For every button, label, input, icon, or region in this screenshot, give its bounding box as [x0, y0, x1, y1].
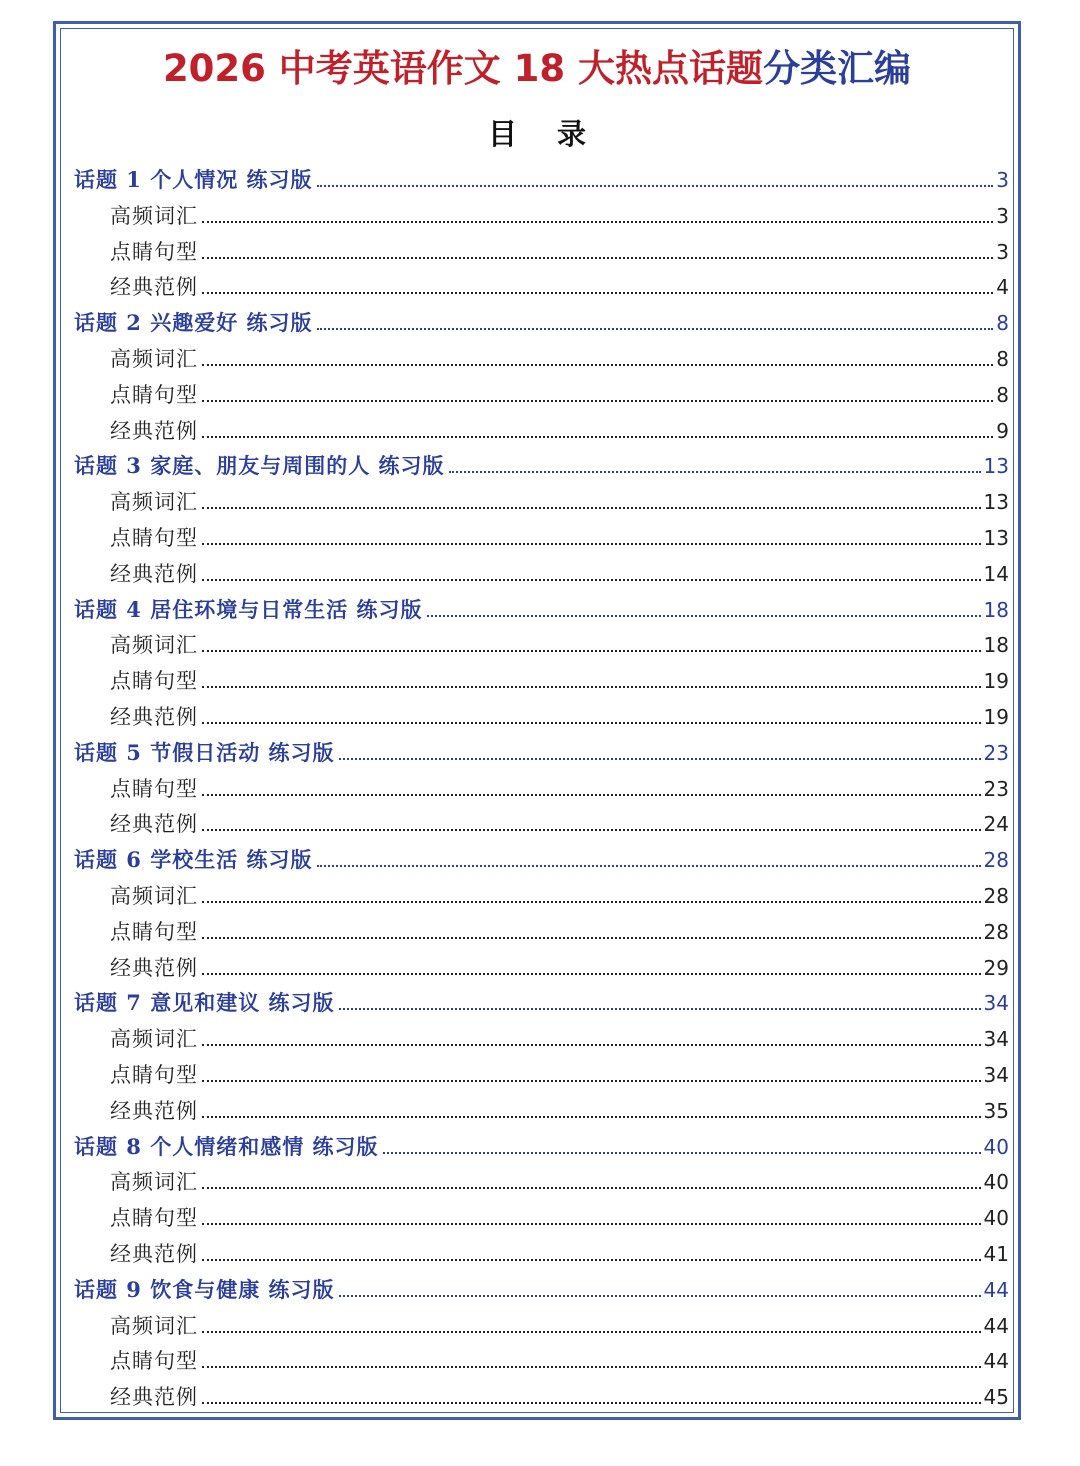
toc-subsection-entry[interactable]: [110, 556, 1009, 592]
toc-entry-label: 经典范例: [110, 1098, 198, 1123]
toc-subsection-entry[interactable]: [110, 950, 1009, 986]
toc-topic-entry[interactable]: [74, 1272, 1009, 1308]
dot-leader: [339, 1295, 981, 1297]
toc-subsection-entry[interactable]: [110, 1343, 1009, 1379]
toc-subsection-entry[interactable]: [110, 269, 1009, 305]
toc-subsection-entry[interactable]: [110, 878, 1009, 914]
toc-page-number: 9: [996, 418, 1009, 443]
toc-subsection-entry[interactable]: [110, 520, 1009, 556]
dot-leader: [202, 1331, 981, 1333]
toc-entry-label: 点睛句型: [110, 669, 198, 694]
toc-page-number: 3: [996, 203, 1009, 228]
toc-page-number: 29: [983, 955, 1009, 980]
dot-leader: [202, 436, 993, 438]
toc-entry-label: 话题 8 个人情绪和感情 练习版: [74, 1133, 379, 1159]
toc-entry-label: 高频词汇: [110, 1313, 198, 1338]
toc-entry-label: 话题 1 个人情况 练习版: [74, 167, 313, 192]
toc-page-number: 19: [983, 705, 1009, 729]
dot-leader: [449, 471, 981, 473]
toc-page-number: 34: [983, 1027, 1009, 1052]
toc-entry-label: 点睛句型: [110, 1349, 198, 1374]
toc-entry-label: 点睛句型: [110, 1063, 198, 1087]
toc-subsection-entry[interactable]: [110, 1200, 1009, 1236]
toc-subsection-entry[interactable]: [110, 413, 1009, 449]
toc-subsection-entry[interactable]: [110, 341, 1009, 377]
toc-topic-entry[interactable]: [74, 162, 1009, 198]
toc-page-number: 34: [983, 991, 1009, 1016]
toc-page-number: 19: [983, 669, 1009, 694]
toc-entry-label: 点睛句型: [110, 239, 198, 264]
toc-page-number: 28: [983, 848, 1009, 873]
toc-entry-label: 高频词汇: [110, 633, 198, 658]
toc-page-number: 3: [996, 239, 1009, 264]
toc-entry-label: 话题 6 学校生活 练习版: [74, 847, 313, 873]
toc-page-number: 23: [983, 740, 1009, 765]
toc-page-number: 18: [983, 633, 1009, 658]
toc-entry-label: 经典范例: [110, 1242, 198, 1266]
dot-leader: [317, 865, 981, 867]
toc-page-number: 44: [983, 1349, 1009, 1374]
toc-entry-label: 话题 4 居住环境与日常生活 练习版: [74, 596, 423, 622]
dot-leader: [202, 722, 981, 724]
dot-leader: [202, 292, 993, 294]
dot-leader: [317, 185, 994, 187]
toc-page-number: 44: [983, 1313, 1009, 1338]
dot-leader: [202, 1116, 981, 1118]
toc-subsection-entry[interactable]: [110, 1057, 1009, 1093]
dot-leader: [202, 507, 981, 509]
toc-entry-label: 点睛句型: [110, 382, 198, 407]
toc-entry-label: 经典范例: [110, 561, 198, 586]
dot-leader: [202, 1366, 981, 1368]
toc-topic-entry[interactable]: [74, 842, 1009, 878]
toc-entry-label: 话题 7 意见和建议 练习版: [74, 990, 335, 1016]
toc-entry-label: 经典范例: [110, 812, 198, 837]
dot-leader: [202, 1402, 981, 1404]
dot-leader: [202, 973, 981, 975]
toc-subsection-entry[interactable]: [110, 1236, 1009, 1272]
toc-subsection-entry[interactable]: [110, 1164, 1009, 1200]
toc-subsection-entry[interactable]: [110, 1379, 1009, 1415]
toc-entry-label: 高频词汇: [110, 1170, 198, 1195]
dot-leader: [202, 257, 993, 259]
dot-leader: [427, 615, 981, 617]
dot-leader: [202, 650, 981, 652]
toc-topic-entry[interactable]: [74, 735, 1009, 771]
toc-page-number: 13: [983, 490, 1009, 515]
toc-topic-entry[interactable]: [74, 448, 1009, 484]
toc-entry-label: 经典范例: [110, 705, 198, 729]
toc-page-number: 14: [983, 561, 1009, 586]
document-title: [60, 44, 1014, 94]
toc-entry-label: 点睛句型: [110, 919, 198, 944]
toc-entry-label: 高频词汇: [110, 490, 198, 515]
dot-leader: [202, 221, 993, 223]
toc-page-number: 28: [983, 884, 1009, 908]
toc-entry-label: 点睛句型: [110, 526, 198, 550]
toc-page-number: 4: [996, 275, 1009, 300]
toc-page-number: 34: [983, 1063, 1009, 1087]
toc-subsection-entry[interactable]: [110, 234, 1009, 270]
toc-page-number: 28: [983, 919, 1009, 944]
dot-leader: [202, 1223, 981, 1225]
dot-leader: [202, 901, 981, 903]
toc-entry-label: 话题 2 兴趣爱好 练习版: [74, 310, 313, 336]
toc-entry-label: 话题 5 节假日活动 练习版: [74, 739, 335, 765]
toc-subsection-entry[interactable]: [110, 1021, 1009, 1057]
toc-subsection-entry[interactable]: [110, 377, 1009, 413]
toc-entry-label: 经典范例: [110, 275, 198, 300]
dot-leader: [202, 400, 993, 402]
toc-page-number: 35: [983, 1098, 1009, 1123]
toc-page-number: 23: [983, 776, 1009, 801]
toc-topic-entry[interactable]: [74, 985, 1009, 1021]
toc-topic-entry[interactable]: [74, 305, 1009, 341]
dot-leader: [202, 364, 993, 366]
dot-leader: [202, 1187, 981, 1189]
toc-page-number: 40: [983, 1170, 1009, 1195]
toc-page-number: 13: [983, 454, 1009, 479]
toc-entry-label: 话题 9 饮食与健康 练习版: [74, 1276, 335, 1302]
toc-page-number: 3: [996, 168, 1009, 192]
toc-topic-entry[interactable]: [74, 592, 1009, 628]
dot-leader: [202, 937, 981, 939]
toc-page-number: 8: [996, 311, 1009, 336]
toc-topic-entry[interactable]: [74, 1129, 1009, 1165]
toc-page-number: 40: [983, 1134, 1009, 1159]
dot-leader: [202, 1044, 981, 1046]
toc-subsection-entry[interactable]: [110, 1093, 1009, 1129]
toc-entry-label: 经典范例: [110, 418, 198, 443]
toc-entry-label: 高频词汇: [110, 203, 198, 228]
toc-entry-label: 点睛句型: [110, 776, 198, 801]
toc-page-number: 13: [983, 526, 1009, 550]
toc-page-number: 41: [983, 1242, 1009, 1266]
toc-page-number: 18: [983, 597, 1009, 622]
dot-leader: [202, 829, 981, 831]
dot-leader: [317, 328, 994, 330]
title-part: 分类汇编: [763, 47, 912, 90]
dot-leader: [202, 686, 981, 688]
toc-entry-label: 高频词汇: [110, 1027, 198, 1052]
toc-page-number: 40: [983, 1206, 1009, 1231]
toc-subsection-entry[interactable]: [110, 1308, 1009, 1344]
title-part: 2026 中考英语作文 18 大热点话题: [162, 47, 764, 90]
dot-leader: [202, 794, 981, 796]
dot-leader: [202, 543, 981, 545]
toc-subsection-entry[interactable]: [110, 484, 1009, 520]
toc-page-number: 45: [983, 1385, 1009, 1410]
dot-leader: [202, 1259, 981, 1261]
toc-subsection-entry[interactable]: [110, 771, 1009, 807]
dot-leader: [202, 579, 981, 581]
toc-entry-label: 高频词汇: [110, 884, 198, 908]
toc-page-number: 8: [996, 347, 1009, 371]
dot-leader: [339, 758, 981, 760]
toc-subsection-entry[interactable]: [110, 663, 1009, 699]
toc-subsection-entry[interactable]: [110, 198, 1009, 234]
toc-page-number: 24: [983, 812, 1009, 837]
toc-entry-label: 点睛句型: [110, 1206, 198, 1231]
dot-leader: [339, 1008, 981, 1010]
toc-entry-label: 经典范例: [110, 1385, 198, 1410]
toc-entry-label: 经典范例: [110, 955, 198, 980]
toc-subsection-entry[interactable]: [110, 699, 1009, 735]
toc-page-number: 8: [996, 382, 1009, 407]
toc-entry-label: 话题 3 家庭、朋友与周围的人 练习版: [74, 453, 445, 479]
toc-page-number: 44: [983, 1277, 1009, 1302]
toc-subsection-entry[interactable]: [110, 806, 1009, 842]
toc-heading: 目录: [487, 117, 626, 151]
dot-leader: [383, 1152, 981, 1154]
toc-subsection-entry[interactable]: [110, 627, 1009, 663]
dot-leader: [202, 1080, 981, 1082]
toc-subsection-entry[interactable]: [110, 914, 1009, 950]
toc-entry-label: 高频词汇: [110, 347, 198, 371]
